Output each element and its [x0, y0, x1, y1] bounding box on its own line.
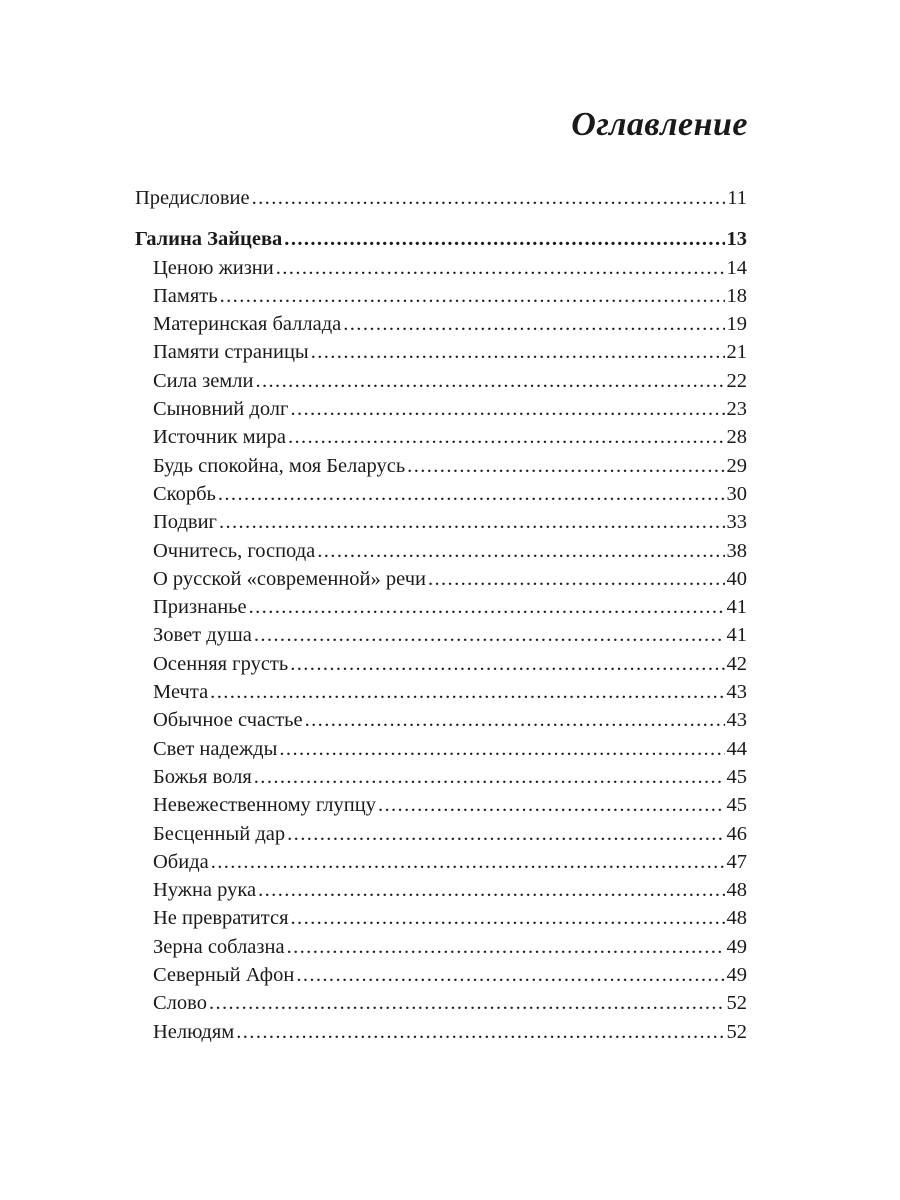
dot-leader: [279, 735, 724, 763]
toc-entry: [135, 791, 747, 819]
toc-entry-title: Слово: [153, 992, 207, 1015]
toc-entry-title: Невежественному глупцу: [153, 794, 376, 817]
toc-entry: [135, 565, 747, 593]
toc-entry-foreword: [135, 184, 747, 212]
dot-leader: [254, 763, 725, 791]
toc-entry-page: 41: [726, 624, 747, 647]
toc-entry-title: Зовет душа: [153, 624, 252, 647]
toc-entry-title: О русской «современной» речи: [153, 567, 426, 590]
toc-entry-page: 52: [726, 992, 747, 1015]
toc-entry-title: Галина Зайцева: [135, 228, 283, 251]
toc-entry-page: 48: [726, 879, 747, 902]
dot-leader: [284, 225, 724, 253]
toc-entry: [135, 650, 747, 678]
toc-entry-page: 22: [726, 369, 747, 392]
toc-entry: [135, 678, 747, 706]
toc-entry-title: Признанье: [153, 596, 247, 619]
toc-entry-page: 38: [726, 539, 747, 562]
dot-leader: [211, 848, 725, 876]
dot-leader: [287, 933, 725, 961]
toc-entry-list: [135, 254, 747, 1046]
dot-leader: [276, 254, 725, 282]
toc-entry: [135, 508, 747, 536]
toc-entry-title: Осенняя грусть: [153, 652, 289, 675]
toc-entry: [135, 621, 747, 649]
toc-entry-title: Мечта: [153, 681, 209, 704]
toc-entry-page: 18: [726, 284, 747, 307]
dot-leader: [258, 876, 724, 904]
toc-entry-title: Зерна соблазна: [153, 935, 285, 958]
toc-entry-title: Памяти страницы: [153, 341, 309, 364]
toc-entry-page: 21: [726, 341, 747, 364]
toc-entry-title: Обычное счастье: [153, 709, 303, 732]
dot-leader: [291, 904, 725, 932]
toc-entry: [135, 537, 747, 565]
toc-entry-title: Сыновний долг: [153, 398, 289, 421]
toc-entry: [135, 1018, 747, 1046]
toc-entry-title: Очнитесь, господа: [153, 539, 316, 562]
toc-entry-page: 43: [726, 681, 747, 704]
toc-entry-title: Сила земли: [153, 369, 254, 392]
dot-leader: [218, 480, 725, 508]
dot-leader: [252, 184, 726, 212]
toc-entry: [135, 989, 747, 1017]
toc-entry: [135, 254, 747, 282]
toc-entry-title: Подвиг: [153, 511, 217, 534]
toc-entry: [135, 452, 747, 480]
dot-leader: [428, 565, 725, 593]
toc-entry-title: Ценою жизни: [153, 256, 274, 279]
toc-entry-title: Божья воля: [153, 765, 252, 788]
toc-entry-page: 44: [726, 737, 747, 760]
toc-entry-page: 11: [727, 187, 747, 209]
toc-entry-page: 30: [726, 482, 747, 505]
dot-leader: [378, 791, 725, 819]
toc-entry-title: Нужна рука: [153, 879, 257, 902]
toc-entry-page: 29: [726, 454, 747, 477]
toc-entry: [135, 763, 747, 791]
table-of-contents: [135, 184, 747, 1046]
dot-leader: [305, 706, 725, 734]
toc-entry: [135, 961, 747, 989]
toc-entry-page: 28: [726, 426, 747, 449]
toc-entry: [135, 282, 747, 310]
toc-entry-page: 45: [726, 765, 747, 788]
toc-entry: [135, 395, 747, 423]
dot-leader: [220, 282, 725, 310]
toc-entry: [135, 735, 747, 763]
page-title: Оглавление: [571, 106, 748, 143]
toc-entry: [135, 593, 747, 621]
toc-entry: [135, 706, 747, 734]
dot-leader: [249, 593, 725, 621]
dot-leader: [255, 367, 724, 395]
dot-leader: [236, 1018, 724, 1046]
toc-entry-title: Северный Афон: [153, 964, 295, 987]
dot-leader: [287, 820, 724, 848]
toc-entry-page: 40: [726, 567, 747, 590]
toc-entry-title: Будь спокойна, моя Беларусь: [153, 454, 406, 477]
toc-entry-page: 43: [726, 709, 747, 732]
toc-entry-title: Память: [153, 284, 218, 307]
dot-leader: [343, 310, 724, 338]
toc-entry-title: Материнская баллада: [153, 313, 342, 336]
toc-entry-title: Не превратится: [153, 907, 289, 930]
toc-entry: [135, 848, 747, 876]
toc-entry: [135, 480, 747, 508]
toc-entry-page: 42: [726, 652, 747, 675]
toc-entry-title: Обида: [153, 850, 209, 873]
toc-entry-page: 52: [726, 1020, 747, 1043]
toc-entry: [135, 820, 747, 848]
toc-entry: [135, 367, 747, 395]
toc-entry-page: 47: [726, 850, 747, 873]
toc-entry-page: 13: [726, 228, 747, 251]
toc-entry-page: 49: [726, 935, 747, 958]
toc-entry-author: [135, 225, 747, 253]
toc-entry-page: 49: [726, 964, 747, 987]
toc-entry-title: Бесценный дар: [153, 822, 286, 845]
dot-leader: [290, 650, 724, 678]
toc-entry-page: 33: [726, 511, 747, 534]
toc-entry-title: Источник мира: [153, 426, 286, 449]
toc-entry-title: Предисловие: [135, 187, 250, 209]
dot-leader: [288, 423, 725, 451]
toc-entry-title: Свет надежды: [153, 737, 278, 760]
dot-leader: [296, 961, 724, 989]
toc-entry-page: 41: [726, 596, 747, 619]
toc-entry-page: 19: [726, 313, 747, 336]
toc-entry: [135, 338, 747, 366]
toc-entry: [135, 310, 747, 338]
dot-leader: [407, 452, 724, 480]
dot-leader: [254, 621, 725, 649]
toc-entry-title: Скорбь: [153, 482, 216, 505]
toc-entry-page: 48: [726, 907, 747, 930]
dot-leader: [290, 395, 724, 423]
dot-leader: [317, 537, 724, 565]
toc-entry-page: 23: [726, 398, 747, 421]
toc-entry: [135, 423, 747, 451]
toc-entry-page: 46: [726, 822, 747, 845]
toc-entry: [135, 904, 747, 932]
dot-leader: [311, 338, 725, 366]
toc-entry-page: 14: [726, 256, 747, 279]
toc-entry: [135, 933, 747, 961]
toc-entry: [135, 876, 747, 904]
dot-leader: [210, 678, 724, 706]
dot-leader: [209, 989, 725, 1017]
dot-leader: [219, 508, 725, 536]
toc-entry-page: 45: [726, 794, 747, 817]
toc-entry-title: Нелюдям: [153, 1020, 235, 1043]
